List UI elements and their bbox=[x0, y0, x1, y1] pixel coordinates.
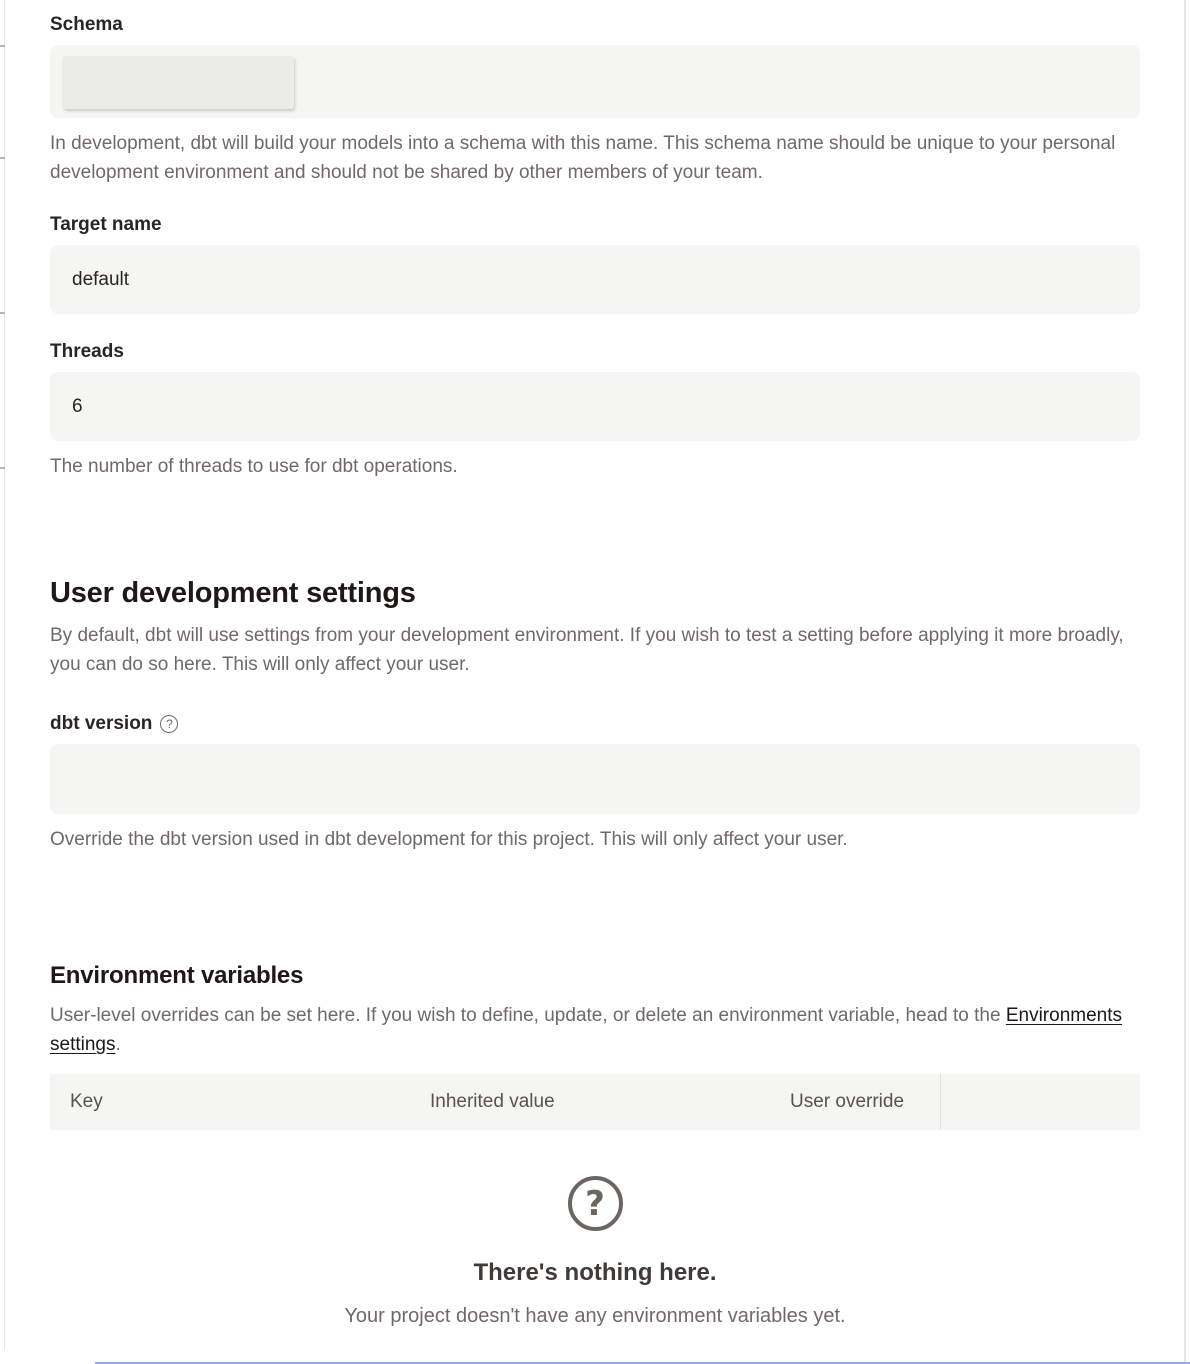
threads-input[interactable] bbox=[50, 372, 1140, 441]
threads-label: Threads bbox=[50, 341, 124, 362]
user-dev-settings-description: By default, dbt will use settings from your development environment. If you wish to test a setting before applying it more broadly, you can do so here. This will only affect your user. bbox=[50, 625, 1124, 675]
environments-settings-link[interactable]: Environments settings bbox=[50, 1005, 1123, 1055]
schema-label: Schema bbox=[50, 14, 123, 35]
column-header-inherited-value: Inherited value bbox=[430, 1091, 555, 1112]
dbt-version-label bbox=[50, 713, 1140, 735]
schema-value-skeleton bbox=[63, 56, 294, 109]
env-vars-description-prefix: User-level overrides can be set here. If you wish to define, update, or delete an environment variable, head to the bbox=[50, 1005, 1006, 1026]
env-vars-table bbox=[50, 1074, 1140, 1328]
dbt-version-input[interactable] bbox=[50, 744, 1140, 814]
env-vars-empty-state bbox=[50, 1176, 1140, 1328]
target-name-input[interactable] bbox=[50, 245, 1140, 314]
column-header-user-override: User override bbox=[790, 1091, 905, 1112]
empty-state-title: There's nothing here. bbox=[473, 1259, 717, 1286]
env-vars-table-header bbox=[50, 1074, 1140, 1130]
question-circle-icon: ? bbox=[568, 1176, 623, 1231]
right-panel-edge bbox=[1184, 0, 1186, 1364]
target-name-label: Target name bbox=[50, 214, 162, 235]
schema-help-text: In development, dbt will build your models into a schema with this name. This schema name should be unique to your personal development environment and should not be shared by other members of your team. bbox=[50, 133, 1116, 183]
dbt-version-label-text: dbt version bbox=[50, 713, 153, 734]
settings-form bbox=[50, 14, 1140, 1328]
left-panel-edge bbox=[4, 0, 5, 1350]
threads-help-text: The number of threads to use for dbt operations. bbox=[50, 456, 458, 477]
schema-input[interactable] bbox=[50, 45, 1140, 118]
env-vars-description-suffix: . bbox=[115, 1034, 121, 1055]
empty-state-subtitle: Your project doesn't have any environment variables yet. bbox=[344, 1305, 846, 1327]
column-header-actions bbox=[940, 1074, 1140, 1130]
user-dev-settings-title: User development settings bbox=[50, 577, 416, 609]
help-tooltip-icon[interactable]: ? bbox=[160, 715, 178, 733]
column-header-key: Key bbox=[70, 1091, 103, 1112]
dbt-version-help-text: Override the dbt version used in dbt development for this project. This will only affect your user. bbox=[50, 829, 848, 850]
env-vars-description bbox=[50, 1001, 1140, 1059]
env-vars-title: Environment variables bbox=[50, 962, 304, 989]
